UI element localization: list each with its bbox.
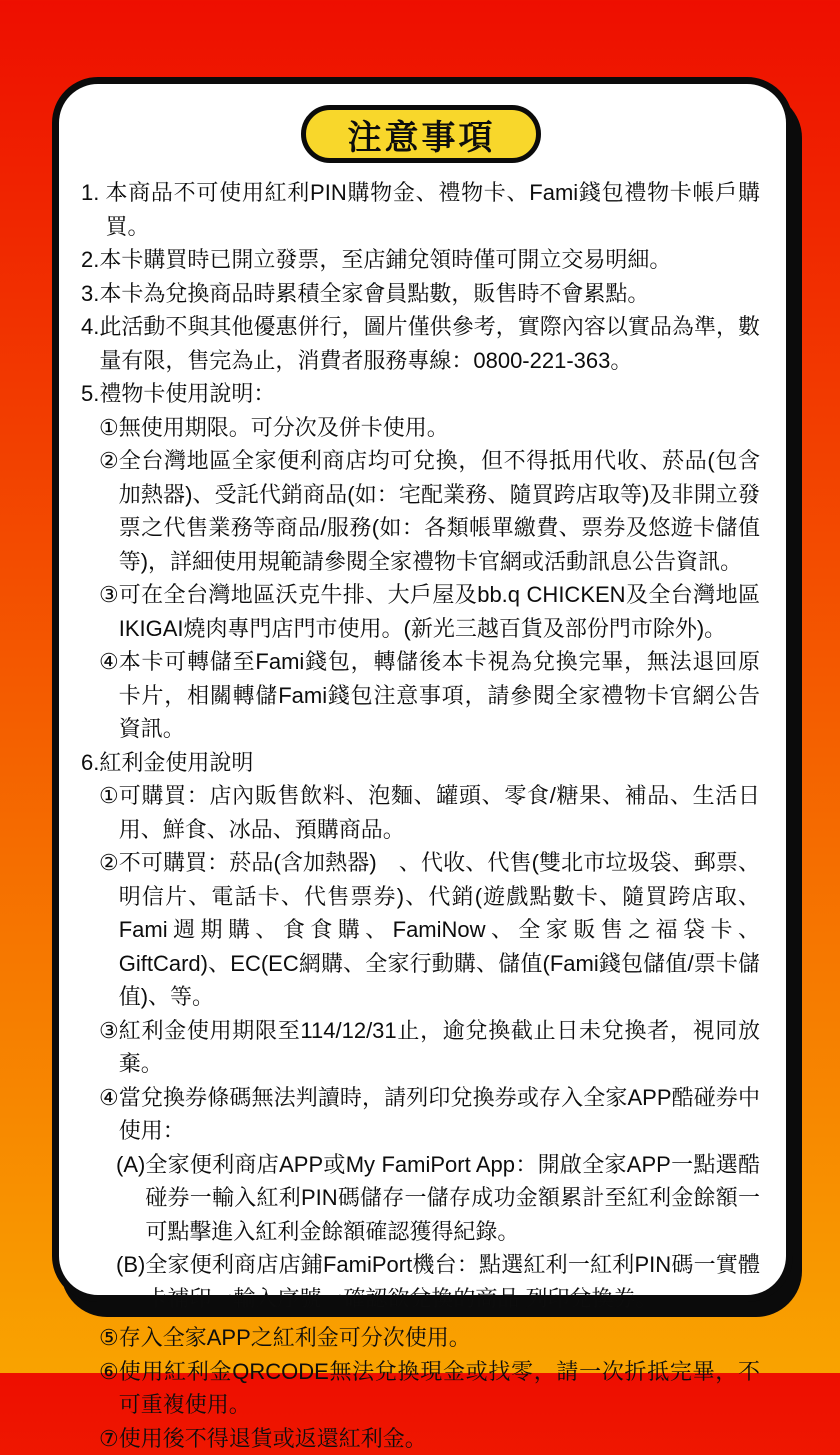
subitem-text: 使用後不得退貨或返還紅利金。 [119,1422,760,1455]
notice-subitem-6-5 [99,1321,760,1355]
subitem-text: 紅利金使用期限至114/12/31止，逾兌換截止日未兌換者，視同放棄。 [119,1014,760,1081]
notice-item-4 [81,310,760,377]
notice-title: 注意事項 [348,110,496,159]
subitem-marker: ① [99,411,119,445]
subitem-text: 無使用期限。可分次及併卡使用。 [119,411,760,445]
item-marker: 1. [81,176,105,243]
notice-title-badge [301,105,541,163]
subitem-text: 本卡可轉儲至Fami錢包，轉儲後本卡視為兌換完畢，無法退回原卡片，相關轉儲Fami錢包注意事項，請參閱全家禮物卡官網公告資訊。 [119,645,760,746]
subitem-text: 可購買：店內販售飲料、泡麵、罐頭、零食/糖果、補品、生活日用、鮮食、冰品、預購商品。 [119,779,760,846]
item-text: 禮物卡使用說明： [99,377,760,411]
item-marker: 3. [81,277,99,311]
notice-body [81,176,760,1455]
item-text: 本卡為兌換商品時累積全家會員點數，販售時不會累點。 [99,277,760,311]
step-text: 全家便利商店APP或My FamiPort App：開啟全家APP一點選酷碰券一輸入紅利PIN碼儲存一儲存成功金額累計至紅利金餘額一可點擊進入紅利金餘額確認獲得紀錄。 [145,1148,760,1249]
notice-step-a [116,1148,760,1249]
notice-subitem-5-2 [99,444,760,578]
subitem-text: 全台灣地區全家便利商店均可兌換，但不得抵用代收、菸品(包含加熱器)、受託代銷商品(如：宅配業務、隨買跨店取等)及非開立發票之代售業務等商品/服務(如：各類帳單繳費、票券及悠遊卡儲值等)，詳細使用規範請參閱全家禮物卡官網或活動訊息公告資訊。 [119,444,760,578]
item-text: 本商品不可使用紅利PIN購物金、禮物卡、Fami錢包禮物卡帳戶購買。 [105,176,760,243]
item-marker: 6. [81,746,99,780]
notice-subitem-6-3 [99,1014,760,1081]
subitem-marker: ② [99,444,119,578]
notice-subitem-6-2 [99,846,760,1014]
step-marker: (B) [116,1248,145,1315]
item-text: 此活動不與其他優惠併行，圖片僅供參考，實際內容以實品為準，數量有限，售完為止，消費者服務專線：0800-221-363。 [99,310,760,377]
subitem-marker: ③ [99,578,119,645]
notice-item-1 [81,176,760,243]
item-marker: 4. [81,310,99,377]
notice-subitem-6-7 [99,1422,760,1455]
notice-subitem-6-1 [99,779,760,846]
notice-subitem-6-6 [99,1355,760,1422]
subitem-marker: ④ [99,1081,119,1148]
notice-item-5 [81,377,760,411]
notice-item-6 [81,746,760,780]
item-marker: 5. [81,377,99,411]
subitem-marker: ② [99,846,119,1014]
subitem-text: 不可購買：菸品(含加熱器) 、代收、代售(雙北市垃圾袋、郵票、明信片、電話卡、代售票券)、代銷(遊戲點數卡、隨買跨店取、Fami週期購、食食購、FamiNow、全家販售之福袋卡、GiftCard)、EC(EC網購、全家行動購、儲值(Fami錢包儲值/票卡儲值)、等。 [119,846,760,1014]
notice-step-b [116,1248,760,1315]
notice-subitem-5-3 [99,578,760,645]
notice-subitem-5-4 [99,645,760,746]
subitem-marker: ⑥ [99,1355,119,1422]
notice-subitem-5-1 [99,411,760,445]
subitem-text: 存入全家APP之紅利金可分次使用。 [119,1321,760,1355]
notice-subitem-6-4 [99,1081,760,1148]
subitem-text: 當兌換券條碼無法判讀時，請列印兌換券或存入全家APP酷碰券中使用： [119,1081,760,1148]
subitem-marker: ⑦ [99,1422,119,1455]
item-text: 紅利金使用說明 [99,746,760,780]
item-text: 本卡購買時已開立發票，至店鋪兌領時僅可開立交易明細。 [99,243,760,277]
subitem-text: 可在全台灣地區沃克牛排、大戶屋及bb.q CHICKEN及全台灣地區IKIGAI燒肉專門店門市使用。(新光三越百貨及部份門市除外)。 [119,578,760,645]
subitem-marker: ⑤ [99,1321,119,1355]
subitem-marker: ④ [99,645,119,746]
step-text: 全家便利商店店鋪FamiPort機台：點選紅利一紅利PIN碼一實體卡補印一輸入序號一確認欲兌換的商品 列印兌換券。 [145,1248,760,1315]
step-marker: (A) [116,1148,145,1249]
item-marker: 2. [81,243,99,277]
subitem-marker: ① [99,779,119,846]
notice-item-3 [81,277,760,311]
notice-item-2 [81,243,760,277]
subitem-text: 使用紅利金QRCODE無法兌換現金或找零，請一次折抵完畢，不可重複使用。 [119,1355,760,1422]
subitem-marker: ③ [99,1014,119,1081]
notice-card [52,77,793,1302]
